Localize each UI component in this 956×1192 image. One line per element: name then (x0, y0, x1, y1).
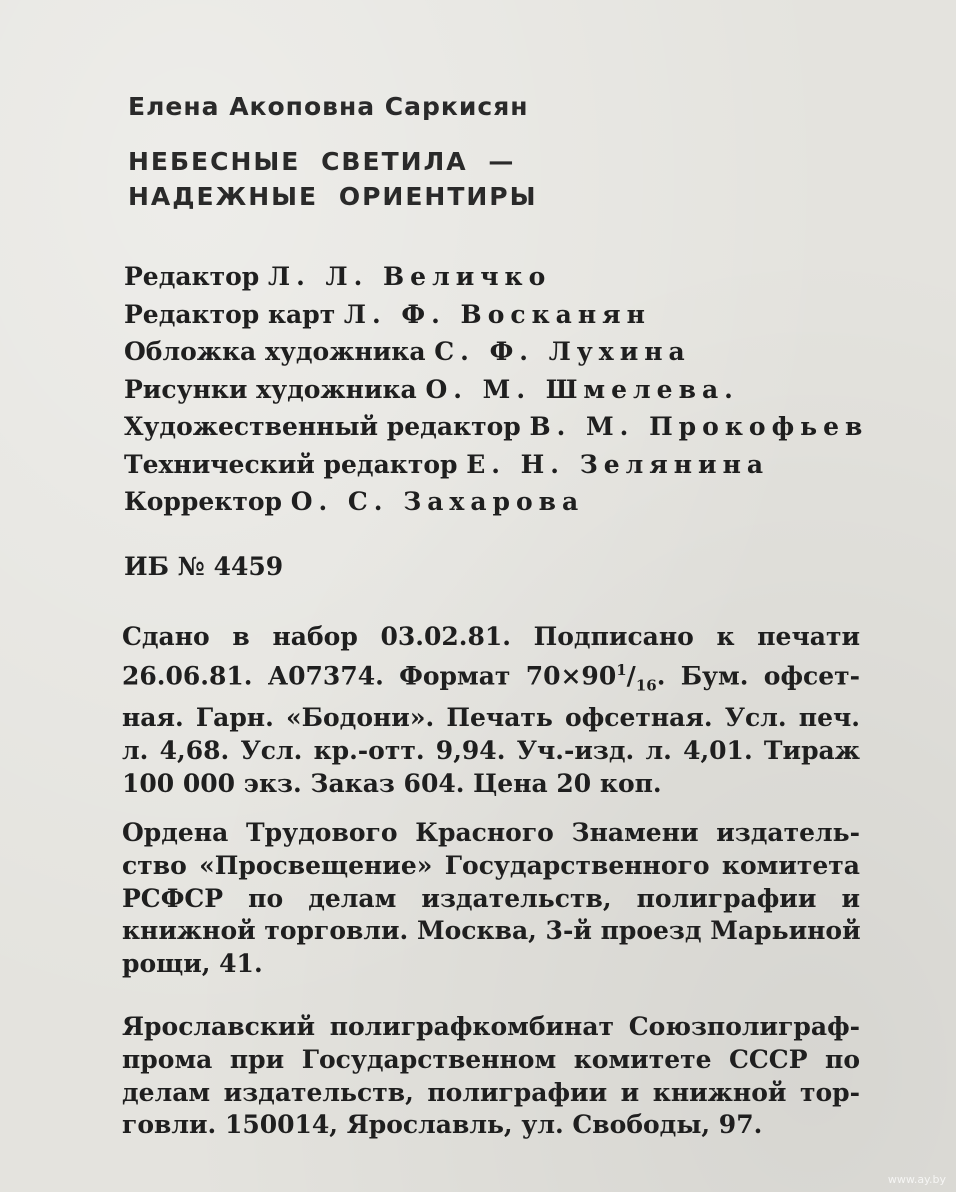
book-title-line: НАДЕЖНЫЕ ОРИЕНТИРЫ (128, 182, 538, 211)
credit-name: О. М. Шмелева. (425, 374, 739, 404)
credit-name: Л. Л. Величко (268, 262, 552, 291)
credit-role: Редактор (124, 262, 260, 291)
book-title (128, 144, 538, 214)
specs-line: ная. Гарн. «Бодони». Печать офсетная. Усл. печ. (122, 702, 860, 732)
credit-line (124, 333, 868, 371)
publisher-info (122, 817, 860, 981)
publisher-line: книжной торговли. Москва, 3-й проезд Марьиной (122, 916, 861, 946)
credit-role: Редактор карт (124, 299, 336, 329)
publisher-line: ство «Просвещение» Государственного комитета (122, 850, 860, 880)
credit-role: Рисунки художника (124, 374, 417, 404)
specs-line: 100 000 экз. Заказ 604. Цена 20 коп. (122, 768, 662, 798)
specs-format: 26.06.81. А07374. Формат 70×90 (122, 661, 617, 691)
credit-name: С. Ф. Лухина (434, 337, 691, 366)
publisher-line: Ордена Трудового Красного Знамени издатель- (122, 818, 860, 847)
printer-line: делам издательств, полиграфии и книжной тор- (122, 1077, 860, 1107)
credit-role: Обложка художника (124, 337, 426, 366)
publisher-line: РСФСР по делам издательств, полиграфии и (122, 883, 860, 913)
credit-line (124, 408, 868, 446)
format-fraction-slash: / (626, 661, 636, 691)
specs-line: Сдано в набор 03.02.81. Подписано к печати (122, 622, 860, 651)
credit-name: В. М. Прокофьев (529, 412, 869, 441)
printer-line: Ярославский полиграфкомбинат Союзполиграф- (122, 1012, 860, 1041)
author-name: Елена Акоповна Саркисян (128, 92, 529, 121)
credits-list (124, 258, 868, 521)
site-watermark: www.ay.by (887, 1173, 946, 1186)
print-specs (122, 621, 860, 800)
credit-line (124, 296, 868, 334)
credit-role: Технический редактор (124, 449, 458, 479)
specs-line (122, 654, 860, 702)
format-fraction-numerator: 1 (616, 660, 627, 679)
printer-info (122, 1011, 860, 1142)
publisher-line: рощи, 41. (122, 949, 263, 979)
credit-role: Корректор (124, 487, 282, 516)
specs-paper: . Бум. офсет- (656, 661, 860, 691)
credit-line (124, 446, 868, 484)
credit-role: Художественный редактор (124, 412, 521, 441)
ib-number: ИБ № 4459 (124, 552, 284, 581)
book-title-line: НЕБЕСНЫЕ СВЕТИЛА — (128, 147, 516, 176)
credit-line (124, 483, 868, 521)
credit-name: Л. Ф. Восканян (343, 299, 651, 329)
format-fraction-denominator: 16 (635, 676, 657, 695)
printer-line: прома при Государственном комитете СССР по (122, 1044, 860, 1074)
specs-line: л. 4,68. Усл. кр.-отт. 9,94. Уч.-изд. л. 4,01. Тираж (122, 735, 860, 765)
printer-line: говли. 150014, Ярославль, ул. Свободы, 97. (122, 1110, 763, 1140)
credit-line (124, 371, 868, 409)
credit-name: О. С. Захарова (290, 487, 585, 516)
credit-name: Е. Н. Зелянина (466, 449, 770, 479)
credit-line (124, 258, 868, 296)
